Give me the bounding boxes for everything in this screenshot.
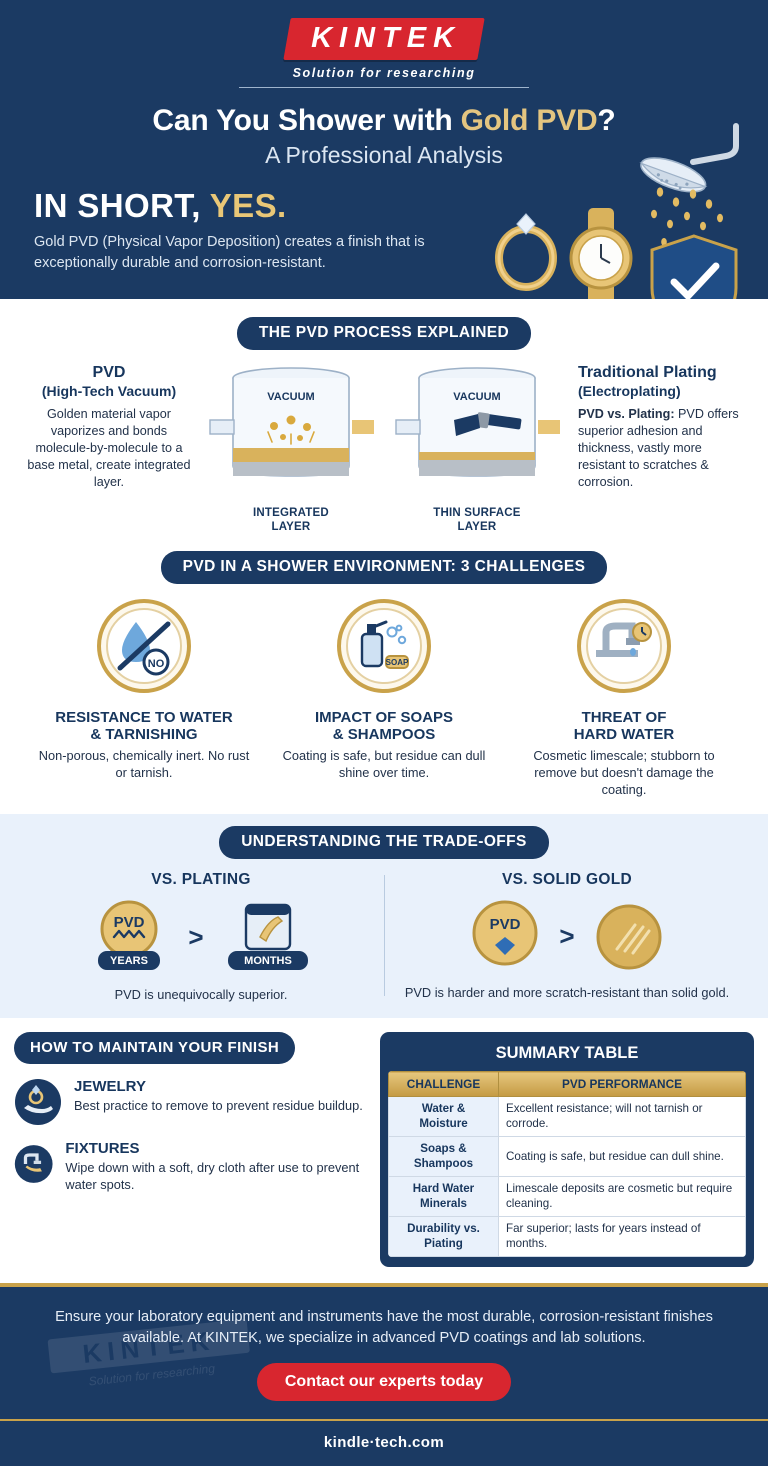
table-row — [389, 1097, 746, 1137]
hero-paragraph: Gold PVD (Physical Vapor Deposition) creates a finish that is exceptionally durable and corrosion-resistant. — [34, 234, 425, 271]
in-short-yes: YES. — [209, 187, 287, 224]
months-calendar-badge-icon — [220, 897, 316, 977]
tradeoff-gold-title: VS. SOLID GOLD — [502, 871, 632, 889]
process-body — [0, 350, 768, 535]
vacuum-chamber-plating-icon — [392, 364, 562, 494]
maintain-fixtures-title: FIXTURES — [65, 1140, 140, 1158]
process-right-body — [578, 406, 746, 491]
chamber-plating-caption-l1: THIN SURFACE — [433, 507, 521, 520]
summary-table — [388, 1071, 746, 1257]
header-section — [0, 0, 768, 299]
pvd-diamond-badge-icon — [467, 897, 543, 975]
summary-heading: SUMMARY TABLE — [495, 1044, 639, 1063]
tradeoffs-row — [0, 859, 768, 1002]
summary-performance-cell: Limescale deposits are cosmetic but require cleaning. — [499, 1177, 746, 1217]
logo-divider — [239, 87, 529, 88]
vacuum-chamber-pvd-icon — [206, 364, 376, 494]
svg-text:YEARS: YEARS — [110, 955, 149, 968]
pvd-years-badge-icon — [86, 897, 172, 977]
svg-text:Solution for researching: Solution for researching — [88, 1361, 216, 1389]
process-left-body: Golden material vapor vaporizes and bonds molecule-by-molecule to a base metal, create integrated layer. — [27, 406, 191, 489]
maintain-item-fixtures — [14, 1140, 366, 1193]
svg-text:PVD: PVD — [113, 914, 145, 932]
summary-block — [380, 1032, 754, 1267]
chamber-pvd-caption-l2: LAYER — [271, 520, 311, 533]
chamber-pvd-caption — [202, 507, 380, 535]
process-right-body-bold: PVD vs. Plating: — [577, 406, 675, 421]
soap-bottle-icon — [336, 598, 432, 694]
challenge-water — [36, 598, 252, 799]
page-subtitle: A Professional Analysis — [265, 142, 503, 168]
chamber-plating — [388, 364, 566, 535]
challenges-heading-wrap — [0, 551, 768, 584]
summary-challenge-l1: Soaps & — [420, 1142, 467, 1156]
svg-text:VACUUM: VACUUM — [453, 391, 501, 404]
challenge-hardwater-title-l2: HARD WATER — [573, 726, 675, 743]
table-row — [389, 1217, 746, 1257]
tradeoffs-section — [0, 814, 768, 1018]
chamber-plating-caption — [388, 507, 566, 535]
summary-challenge-l2: Shampoos — [413, 1156, 474, 1170]
summary-col-challenge: CHALLENGE — [389, 1072, 499, 1097]
process-right-column — [572, 364, 746, 490]
tradeoff-vs-plating — [18, 871, 384, 1002]
summary-challenge-l1: Water & — [421, 1102, 466, 1116]
logo-text: KINTEK — [311, 22, 462, 54]
challenges-heading: PVD IN A SHOWER ENVIRONMENT: 3 CHALLENGES — [161, 551, 608, 584]
maintain-heading: HOW TO MAINTAIN YOUR FINISH — [14, 1032, 295, 1064]
tradeoff-vs-solid-gold — [384, 871, 750, 1002]
chamber-plating-caption-l2: LAYER — [457, 520, 497, 533]
summary-performance-cell: Far superior; lasts for years instead of months. — [499, 1217, 746, 1257]
tradeoff-plating-operator: > — [188, 921, 204, 952]
summary-challenge-l2: Minerals — [419, 1196, 468, 1210]
challenge-water-title-l2: & TARNISHING — [90, 726, 198, 743]
in-short-lead: IN SHORT, — [34, 187, 210, 224]
tradeoff-plating-title: VS. PLATING — [151, 871, 251, 889]
water-droplet-no-icon — [96, 598, 192, 694]
process-left-column — [22, 364, 196, 490]
tradeoff-plating-graphic — [18, 897, 384, 977]
maintain-item-jewelry — [14, 1078, 366, 1126]
svg-text:KINTEK: KINTEK — [81, 1325, 217, 1370]
summary-header-row — [389, 1072, 746, 1097]
challenge-hardwater — [516, 598, 732, 799]
challenge-soap-title — [276, 709, 492, 744]
summary-challenge-cell — [389, 1217, 499, 1257]
process-right-title: Traditional Plating — [577, 364, 717, 382]
tradeoffs-heading-wrap — [0, 826, 768, 859]
faucet-wipe-icon — [14, 1140, 53, 1188]
svg-text:MONTHS: MONTHS — [243, 955, 292, 968]
challenge-soap-title-l1: IMPACT OF SOAPS — [314, 708, 454, 726]
maintain-block — [14, 1032, 366, 1267]
maintain-jewelry-title: JEWELRY — [74, 1078, 146, 1096]
summary-challenge-cell — [389, 1177, 499, 1217]
challenge-soap — [276, 598, 492, 799]
soap-label: SOAP — [385, 657, 409, 667]
challenge-water-body: Non-porous, chemically inert. No rust or tarnish. — [38, 748, 250, 781]
maintain-jewelry-text — [74, 1078, 363, 1114]
challenge-soap-body: Coating is safe, but residue can dull shine over time. — [282, 748, 486, 781]
maintain-fixtures-text — [65, 1140, 366, 1193]
process-left-title: PVD — [92, 364, 126, 382]
faucet-icon — [576, 598, 672, 694]
contact-experts-button[interactable]: Contact our experts today — [257, 1363, 511, 1401]
cta-text: Ensure your laboratory equipment and instruments have the most durable, corrosion-resistant finishes available. At KINTEK, we specialize in advanced PVD coatings and lab solutions. — [55, 1309, 713, 1347]
svg-text:NO: NO — [147, 657, 165, 670]
summary-challenge-l1: Durability vs. — [407, 1222, 480, 1236]
jewelry-hand-icon — [14, 1078, 62, 1126]
title-highlight: Gold PVD — [460, 104, 598, 137]
tradeoffs-heading: UNDERSTANDING THE TRADE-OFFS — [219, 826, 549, 859]
footer-site: kindle·tech.com — [323, 1434, 445, 1452]
summary-performance-cell: Excellent resistance; will not tarnish or corrode. — [499, 1097, 746, 1137]
summary-challenge-cell — [389, 1137, 499, 1177]
summary-challenge-l2: Moisture — [419, 1116, 468, 1130]
svg-text:PVD: PVD — [489, 916, 521, 934]
summary-challenge-l1: Hard Water — [412, 1182, 475, 1196]
challenge-water-title — [36, 709, 252, 744]
svg-text:VACUUM: VACUUM — [267, 391, 315, 404]
maintain-jewelry-body: Best practice to remove to prevent residue buildup. — [74, 1098, 363, 1114]
challenge-hardwater-body: Cosmetic limescale; stubborn to remove but doesn't damage the coating. — [533, 748, 715, 798]
table-row — [389, 1177, 746, 1217]
summary-col-performance: PVD PERFORMANCE — [499, 1072, 746, 1097]
summary-challenge-l2: Piating — [424, 1236, 463, 1250]
hero-block — [0, 187, 768, 273]
logo-block — [0, 18, 768, 88]
process-diagram — [202, 364, 566, 535]
maintain-fixtures-body: Wipe down with a soft, dry cloth after use to prevent water spots. — [65, 1160, 360, 1193]
process-section — [0, 299, 768, 541]
title-part-1: Can You Shower with — [152, 104, 461, 137]
tradeoff-gold-operator: > — [559, 920, 575, 951]
tradeoff-gold-caption: PVD is harder and more scratch-resistant than solid gold. — [404, 985, 730, 1001]
kintek-logo — [283, 18, 484, 60]
chamber-pvd-caption-l1: INTEGRATED — [252, 507, 329, 520]
in-short-headline — [34, 187, 734, 225]
title-part-2: ? — [597, 104, 616, 137]
tradeoff-gold-graphic — [384, 897, 750, 975]
summary-performance-cell: Coating is safe, but residue can dull shine. — [499, 1137, 746, 1177]
challenge-hardwater-title-l1: THREAT OF — [581, 708, 667, 726]
solid-gold-disc-icon — [591, 897, 667, 975]
challenge-hardwater-title — [516, 709, 732, 744]
challenge-water-title-l1: RESISTANCE TO WATER — [55, 708, 233, 726]
challenge-soap-title-l2: & SHAMPOOS — [332, 726, 436, 743]
process-heading: THE PVD PROCESS EXPLAINED — [237, 317, 531, 350]
chamber-pvd — [202, 364, 380, 535]
process-right-body-text: PVD offers superior adhesion and thickness, vastly more resistant to scratches & corrosion. — [577, 406, 739, 489]
table-row — [389, 1137, 746, 1177]
process-left-subtitle: (High-Tech Vacuum) — [41, 382, 177, 399]
cta-section — [0, 1283, 768, 1419]
footer — [0, 1419, 768, 1466]
lower-section — [0, 1018, 768, 1283]
process-right-subtitle: (Electroplating) — [577, 382, 681, 399]
logo-tagline: Solution for researching — [292, 66, 476, 80]
process-heading-wrap — [0, 317, 768, 350]
summary-challenge-cell — [389, 1097, 499, 1137]
tradeoff-plating-caption: PVD is unequivocally superior. — [114, 987, 288, 1003]
challenges-row — [0, 584, 768, 799]
challenges-section — [0, 541, 768, 815]
